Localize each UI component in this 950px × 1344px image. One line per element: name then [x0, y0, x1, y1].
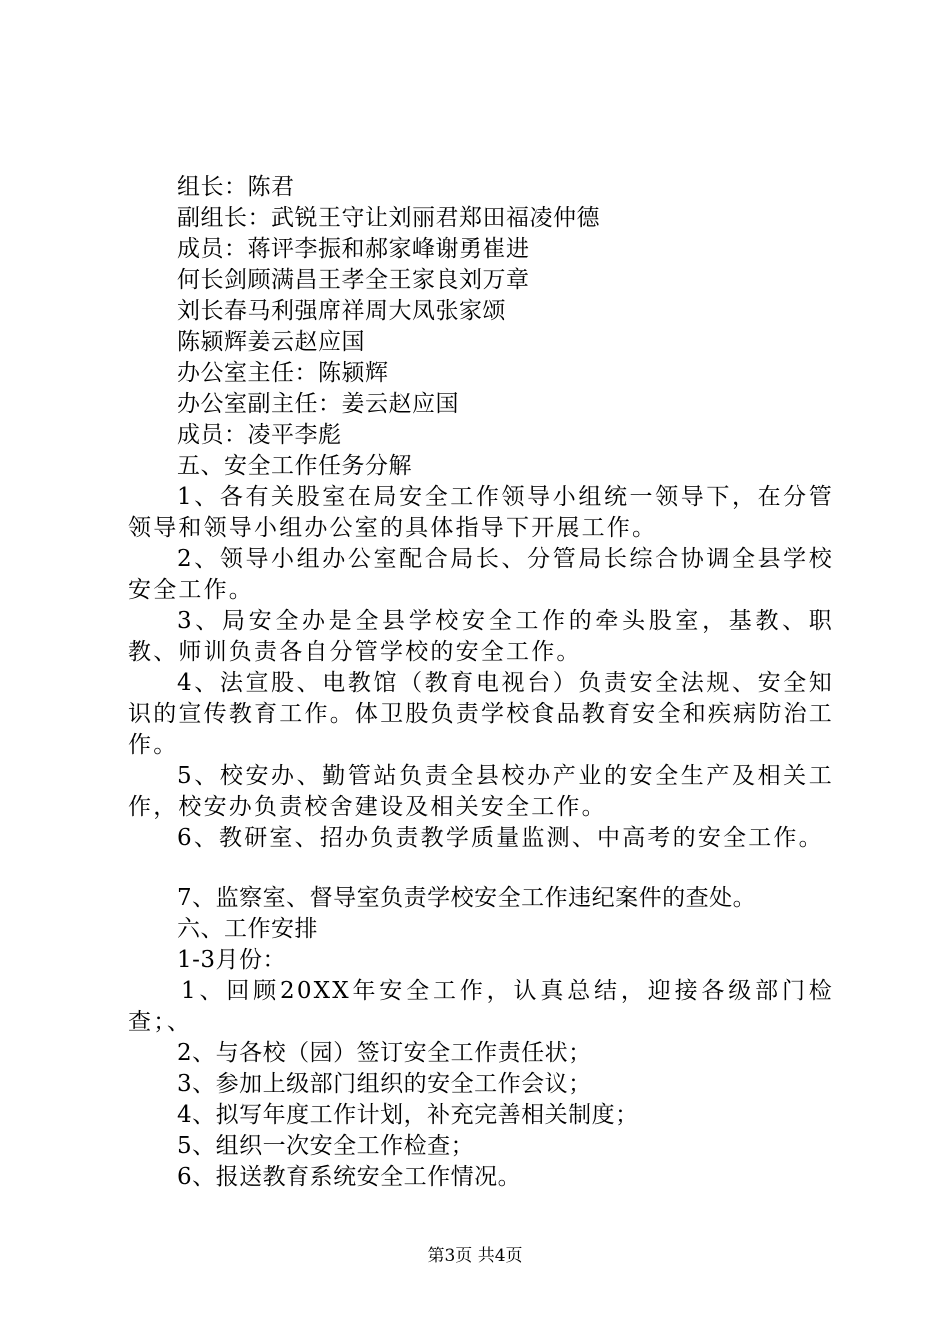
- plan-item-1: 1、回顾20XX年安全工作，认真总结，迎接各级部门检查；、: [128, 978, 834, 1035]
- deputy-leader-line: 副组长：武锐王守让刘丽君郑田福凌仲德: [177, 205, 600, 231]
- plan-item-5: 5、组织一次安全工作检查；: [177, 1133, 475, 1159]
- task-paragraph-3: 3、局安全办是全县学校安全工作的牵头股室，基教、职教、师训负责各自分管学校的安全工作。: [128, 608, 834, 665]
- office-deputy-director-line: 办公室副主任：姜云赵应国: [177, 391, 459, 417]
- office-director-line: 办公室主任：陈颍辉: [177, 360, 389, 386]
- members-line-1: 成员：蒋评李振和郝家峰谢勇崔进: [177, 236, 530, 262]
- task-paragraph-6: 6、教研室、招办负责教学质量监测、中高考的安全工作。: [177, 825, 824, 851]
- period-label: 1-3月份：: [177, 947, 287, 973]
- leader-line: 组长：陈君: [177, 174, 295, 200]
- task-paragraph-7: 7、监察室、督导室负责学校安全工作违纪案件的查处。: [177, 885, 757, 911]
- blank-line: [128, 854, 834, 883]
- task-paragraph-5: 5、校安办、勤管站负责全县校办产业的安全生产及相关工作，校安办负责校舍建设及相关安全工作。: [128, 763, 834, 820]
- task-paragraph-4: 4、法宣股、电教馆（教育电视台）负责安全法规、安全知识的宣传教育工作。体卫股负责学校食品教育安全和疾病防治工作。: [128, 670, 834, 758]
- plan-item-3: 3、参加上级部门组织的安全工作会议；: [177, 1071, 592, 1097]
- plan-item-2: 2、与各校（园）签订安全工作责任状；: [177, 1040, 592, 1066]
- task-paragraph-2: 2、领导小组办公室配合局长、分管局长综合协调全县学校安全工作。: [128, 546, 834, 603]
- members-line-3: 刘长春马利强席祥周大凤张家颂: [177, 298, 506, 324]
- document-body: [128, 172, 834, 1193]
- section-6-heading: 六、工作安排: [177, 916, 318, 942]
- section-5-heading: 五、安全工作任务分解: [177, 453, 412, 479]
- plan-item-6: 6、报送教育系统安全工作情况。: [177, 1164, 522, 1190]
- page-footer: 第3页 共4页: [427, 1246, 523, 1266]
- members-line-2: 何长剑顾满昌王孝全王家良刘万章: [177, 267, 530, 293]
- plan-item-4: 4、拟写年度工作计划，补充完善相关制度；: [177, 1102, 639, 1128]
- task-paragraph-1: 1、各有关股室在局安全工作领导小组统一领导下，在分管领导和领导小组办公室的具体指导下开展工作。: [128, 484, 834, 541]
- office-members-line: 成员：凌平李彪: [177, 422, 342, 448]
- members-line-4: 陈颍辉姜云赵应国: [177, 329, 365, 355]
